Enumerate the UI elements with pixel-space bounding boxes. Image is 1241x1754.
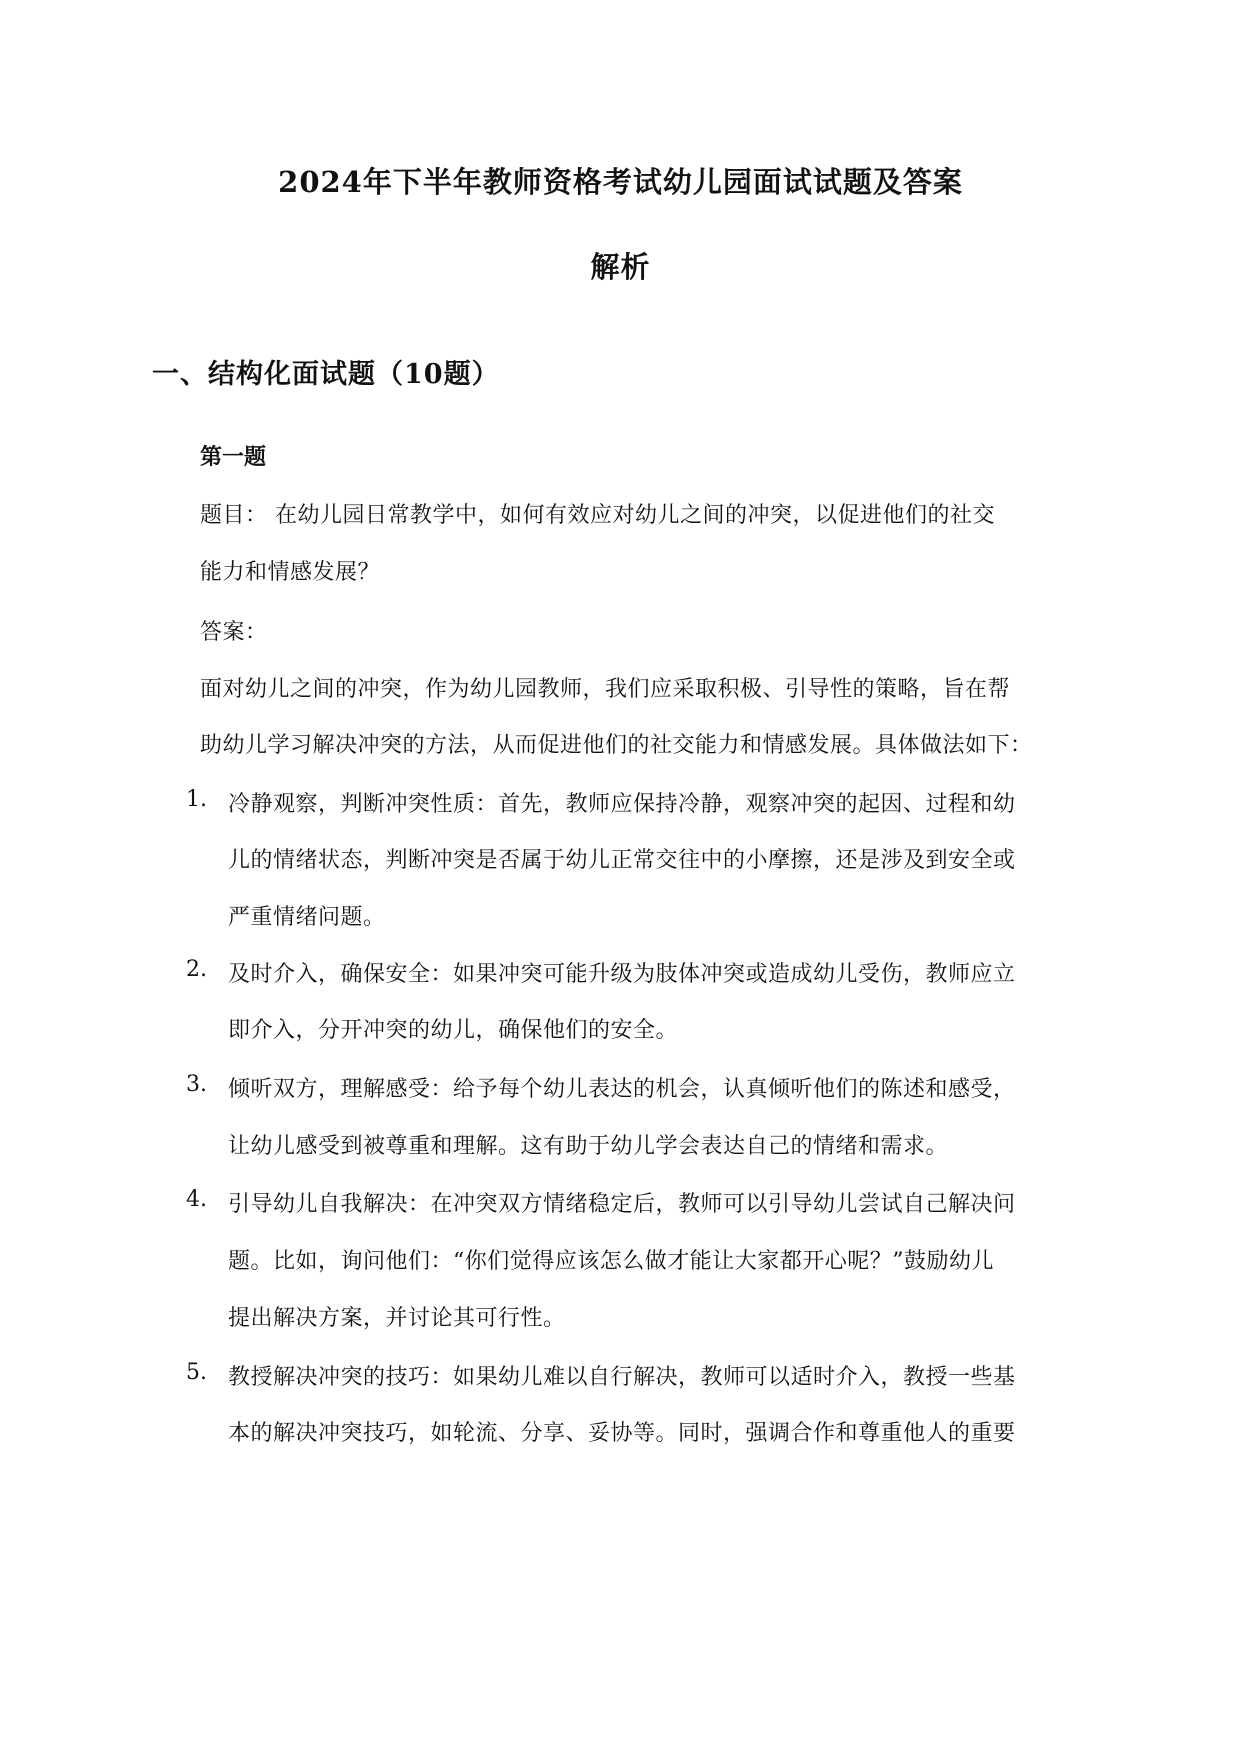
list-item-line: 让幼儿感受到被尊重和理解。这有助于幼儿学会表达自己的情绪和需求。	[228, 1134, 949, 1159]
answer-intro-line-2: 助幼儿学习解决冲突的方法，从而促进他们的社交能力和情感发展。具体做法如下：	[200, 733, 1033, 758]
list-item-line: 引导幼儿自我解决：在冲突双方情绪稳定后，教师可以引导幼儿尝试自己解决问	[228, 1192, 1016, 1217]
list-item-number: 2.	[186, 957, 207, 982]
list-item-number: 4.	[186, 1187, 207, 1212]
document-title-line-1: 2024年下半年教师资格考试幼儿园面试试题及答案	[278, 165, 963, 199]
list-item-line: 冷静观察，判断冲突性质：首先，教师应保持冷静，观察冲突的起因、过程和幼	[228, 792, 1016, 817]
list-item-line: 教授解决冲突的技巧：如果幼儿难以自行解决，教师可以适时介入，教授一些基	[228, 1365, 1016, 1390]
list-item-line: 及时介入，确保安全：如果冲突可能升级为肢体冲突或造成幼儿受伤，教师应立	[228, 962, 1016, 987]
question-prompt-line-2: 能力和情感发展？	[200, 560, 381, 585]
list-item-line: 倾听双方，理解感受：给予每个幼儿表达的机会，认真倾听他们的陈述和感受，	[228, 1077, 1016, 1102]
list-item-line: 严重情绪问题。	[228, 905, 386, 930]
list-item-line: 即介入，分开冲突的幼儿，确保他们的安全。	[228, 1018, 679, 1043]
document-title-line-2: 解析	[590, 250, 651, 284]
question-prompt-line-1: 题目： 在幼儿园日常教学中，如何有效应对幼儿之间的冲突，以促进他们的社交	[200, 503, 995, 528]
list-item-line: 儿的情绪状态，判断冲突是否属于幼儿正常交往中的小摩擦，还是涉及到安全或	[228, 848, 1016, 873]
list-item-line: 本的解决冲突技巧，如轮流、分享、妥协等。同时，强调合作和尊重他人的重要	[228, 1421, 1016, 1446]
answer-label: 答案：	[200, 620, 268, 645]
answer-intro-line-1: 面对幼儿之间的冲突，作为幼儿园教师，我们应采取积极、引导性的策略，旨在帮	[200, 677, 1011, 702]
question-heading: 第一题	[200, 444, 267, 470]
list-item-number: 1.	[186, 787, 207, 812]
section-heading: 一、结构化面试题（10题）	[152, 359, 500, 390]
list-item-number: 5.	[186, 1360, 207, 1385]
list-item-number: 3.	[186, 1072, 207, 1097]
list-item-line: 提出解决方案，并讨论其可行性。	[228, 1306, 566, 1331]
list-item-line: 题。比如，询问他们：“你们觉得应该怎么做才能让大家都开心呢？”鼓励幼儿	[228, 1249, 994, 1274]
